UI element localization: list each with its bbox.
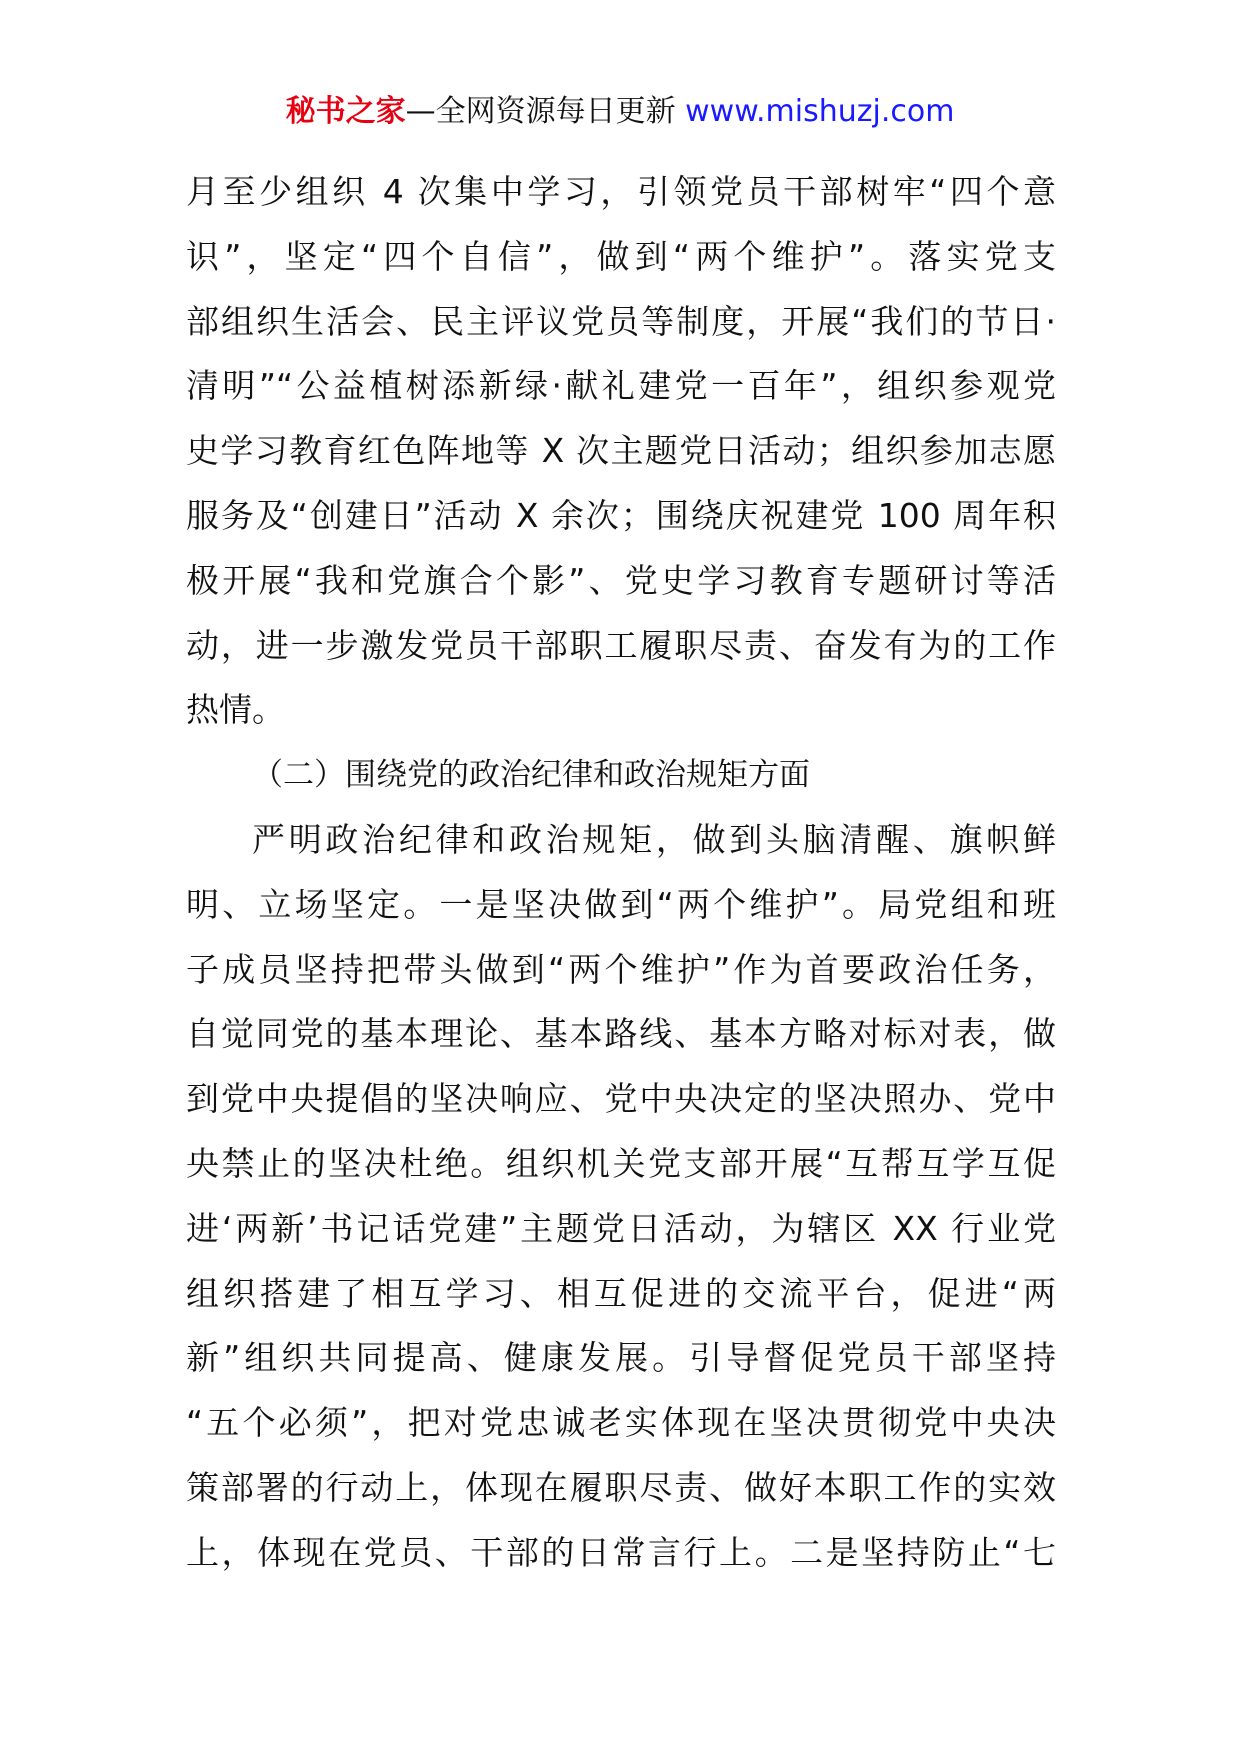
text-line: 新”组织共同提高、健康发展。引导督促党员干部坚持 (186, 1338, 1056, 1378)
text-line: 严明政治纪律和政治规矩，做到头脑清醒、旗帜鲜 (252, 819, 1056, 859)
document-body (186, 160, 1056, 1586)
text-line: 自觉同党的基本理论、基本路线、基本方略对标对表，做 (186, 1014, 1056, 1054)
text-line: 服务及“创建日”活动 X 余次；围绕庆祝建党 100 周年积 (186, 495, 1056, 535)
site-brand: 秘书之家 (285, 94, 406, 129)
text-line: “五个必须”，把对党忠诚老实体现在坚决贯彻党中央决 (186, 1403, 1056, 1443)
text-line: 组织搭建了相互学习、相互促进的交流平台，促进“两 (186, 1273, 1056, 1313)
section-heading: （二）围绕党的政治纪律和政治规矩方面 (252, 757, 810, 794)
text-line: 部组织生活会、民主评议党员等制度，开展“我们的节日· (186, 301, 1056, 341)
text-line: 极开展“我和党旗合个影”、党史学习教育专题研讨等活 (186, 560, 1056, 600)
text-line: 清明”“公益植树添新绿·献礼建党一百年”，组织参观党 (186, 366, 1056, 406)
text-line: 上，体现在党员、干部的日常言行上。二是坚持防止“七 (186, 1532, 1056, 1572)
text-line: 到党中央提倡的坚决响应、党中央决定的坚决照办、党中 (186, 1079, 1056, 1119)
text-line: 月至少组织 4 次集中学习，引领党员干部树牢“四个意 (186, 172, 1056, 211)
text-line: 热情。 (186, 690, 285, 730)
text-line: 进‘两新’书记话党建”主题党日活动，为辖区 XX 行业党 (186, 1208, 1056, 1248)
site-url-link[interactable]: www.mishuzj.com (685, 94, 955, 129)
site-header (0, 92, 1240, 132)
site-slogan: —全网资源每日更新 (405, 94, 676, 129)
text-line: 识”，坚定“四个自信”，做到“两个维护”。落实党支 (186, 236, 1056, 276)
text-line: 动，进一步激发党员干部职工履职尽责、奋发有为的工作 (186, 625, 1056, 665)
text-line: 史学习教育红色阵地等 X 次主题党日活动；组织参加志愿 (186, 431, 1056, 471)
text-line: 明、立场坚定。一是坚决做到“两个维护”。局党组和班 (186, 884, 1056, 924)
text-line: 策部署的行动上，体现在履职尽责、做好本职工作的实效 (186, 1467, 1056, 1507)
text-line: 子成员坚持把带头做到“两个维护”作为首要政治任务， (186, 949, 1056, 989)
text-line: 央禁止的坚决杜绝。组织机关党支部开展“互帮互学互促 (186, 1143, 1056, 1183)
